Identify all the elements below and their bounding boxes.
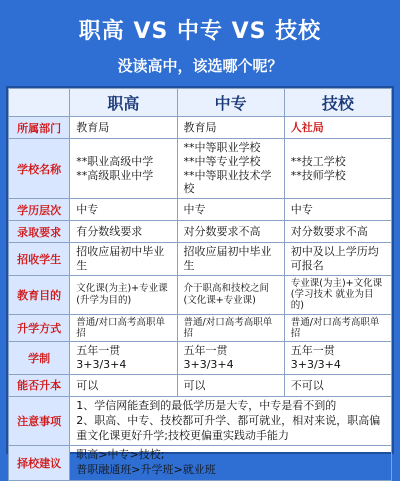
row-label: 学校名称 <box>9 139 70 199</box>
table-row <box>9 243 392 276</box>
advice-text: 职高>中专>技校; 普职融通班>升学班>就业班 <box>70 446 392 481</box>
table-row <box>9 221 392 243</box>
column-zhigao: 职高 <box>70 89 177 117</box>
table-cell: 中专 <box>70 199 177 221</box>
header-row <box>9 89 392 117</box>
row-label: 所属部门 <box>9 117 70 139</box>
notes-text: 1、学信网能查到的最低学历是大专，中专是看不到的 2、职高、中专、技校都可升学、都可就业，相对来说，职高偏重文化课更好升学;技校更偏重实践动手能力 <box>70 396 392 446</box>
table-cell: 文化课(为主)+专业课 (升学为目的) <box>70 275 177 314</box>
comparison-table <box>8 88 392 481</box>
notes-row <box>9 396 392 446</box>
table-cell: 中专 <box>284 199 391 221</box>
table-cell: 招收应届初中毕业生 <box>70 243 177 276</box>
row-label: 录取要求 <box>9 221 70 243</box>
table-cell: 初中及以上学历均 可报名 <box>284 243 391 276</box>
table-cell: 可以 <box>70 374 177 396</box>
table-cell: 五年一贯 3+3/3+4 <box>70 342 177 375</box>
table-row <box>9 314 392 342</box>
table-cell: 介于职高和技校之间 (文化课+专业课) <box>177 275 284 314</box>
table-cell: 有分数线要求 <box>70 221 177 243</box>
table-cell: **中等职业学校 **中等专业学校 **中等职业技术学校 <box>177 139 284 199</box>
table-cell: 对分数要求不高 <box>177 221 284 243</box>
table-cell: 招收应届初中毕业生 <box>177 243 284 276</box>
header-corner <box>9 89 70 117</box>
table-cell: 中专 <box>177 199 284 221</box>
row-label: 能否升本 <box>9 374 70 396</box>
row-label: 升学方式 <box>9 314 70 342</box>
advice-label: 择校建议 <box>9 446 70 481</box>
notes-label: 注意事项 <box>9 396 70 446</box>
table-cell: 不可以 <box>284 374 391 396</box>
table-row <box>9 342 392 375</box>
page-subtitle: 没读高中，该选哪个呢？ <box>117 57 283 75</box>
table-cell: 专业课(为主)+文化课 (学习技术 就业为目的) <box>284 275 391 314</box>
table-cell: 人社局 <box>284 117 391 139</box>
table-cell: 可以 <box>177 374 284 396</box>
advice-row <box>9 446 392 481</box>
row-label: 学历层次 <box>9 199 70 221</box>
table-cell: 普通/对口高考高职单招 <box>177 314 284 342</box>
table-row <box>9 199 392 221</box>
row-label: 教育目的 <box>9 275 70 314</box>
table-row <box>9 117 392 139</box>
table-row <box>9 275 392 314</box>
table-cell: 对分数要求不高 <box>284 221 391 243</box>
table-cell: 普通/对口高考高职单招 <box>284 314 391 342</box>
table-cell: 五年一贯 3+3/3+4 <box>284 342 391 375</box>
row-label: 招收学生 <box>9 243 70 276</box>
table-cell: 教育局 <box>70 117 177 139</box>
table-cell: 普通/对口高考高职单招 <box>70 314 177 342</box>
page-title: 职高 VS 中专 VS 技校 <box>78 19 322 44</box>
table-cell: 教育局 <box>177 117 284 139</box>
column-zhongzhuan: 中专 <box>177 89 284 117</box>
row-label: 学制 <box>9 342 70 375</box>
table-row <box>9 139 392 199</box>
column-jixiao: 技校 <box>284 89 391 117</box>
comparison-table-wrap <box>6 86 394 477</box>
table-cell: **技工学校 **技师学校 <box>284 139 391 199</box>
table-row <box>9 374 392 396</box>
header <box>6 0 394 86</box>
table-cell: **职业高级中学 **高级职业中学 <box>70 139 177 199</box>
table-cell: 五年一贯 3+3/3+4 <box>177 342 284 375</box>
